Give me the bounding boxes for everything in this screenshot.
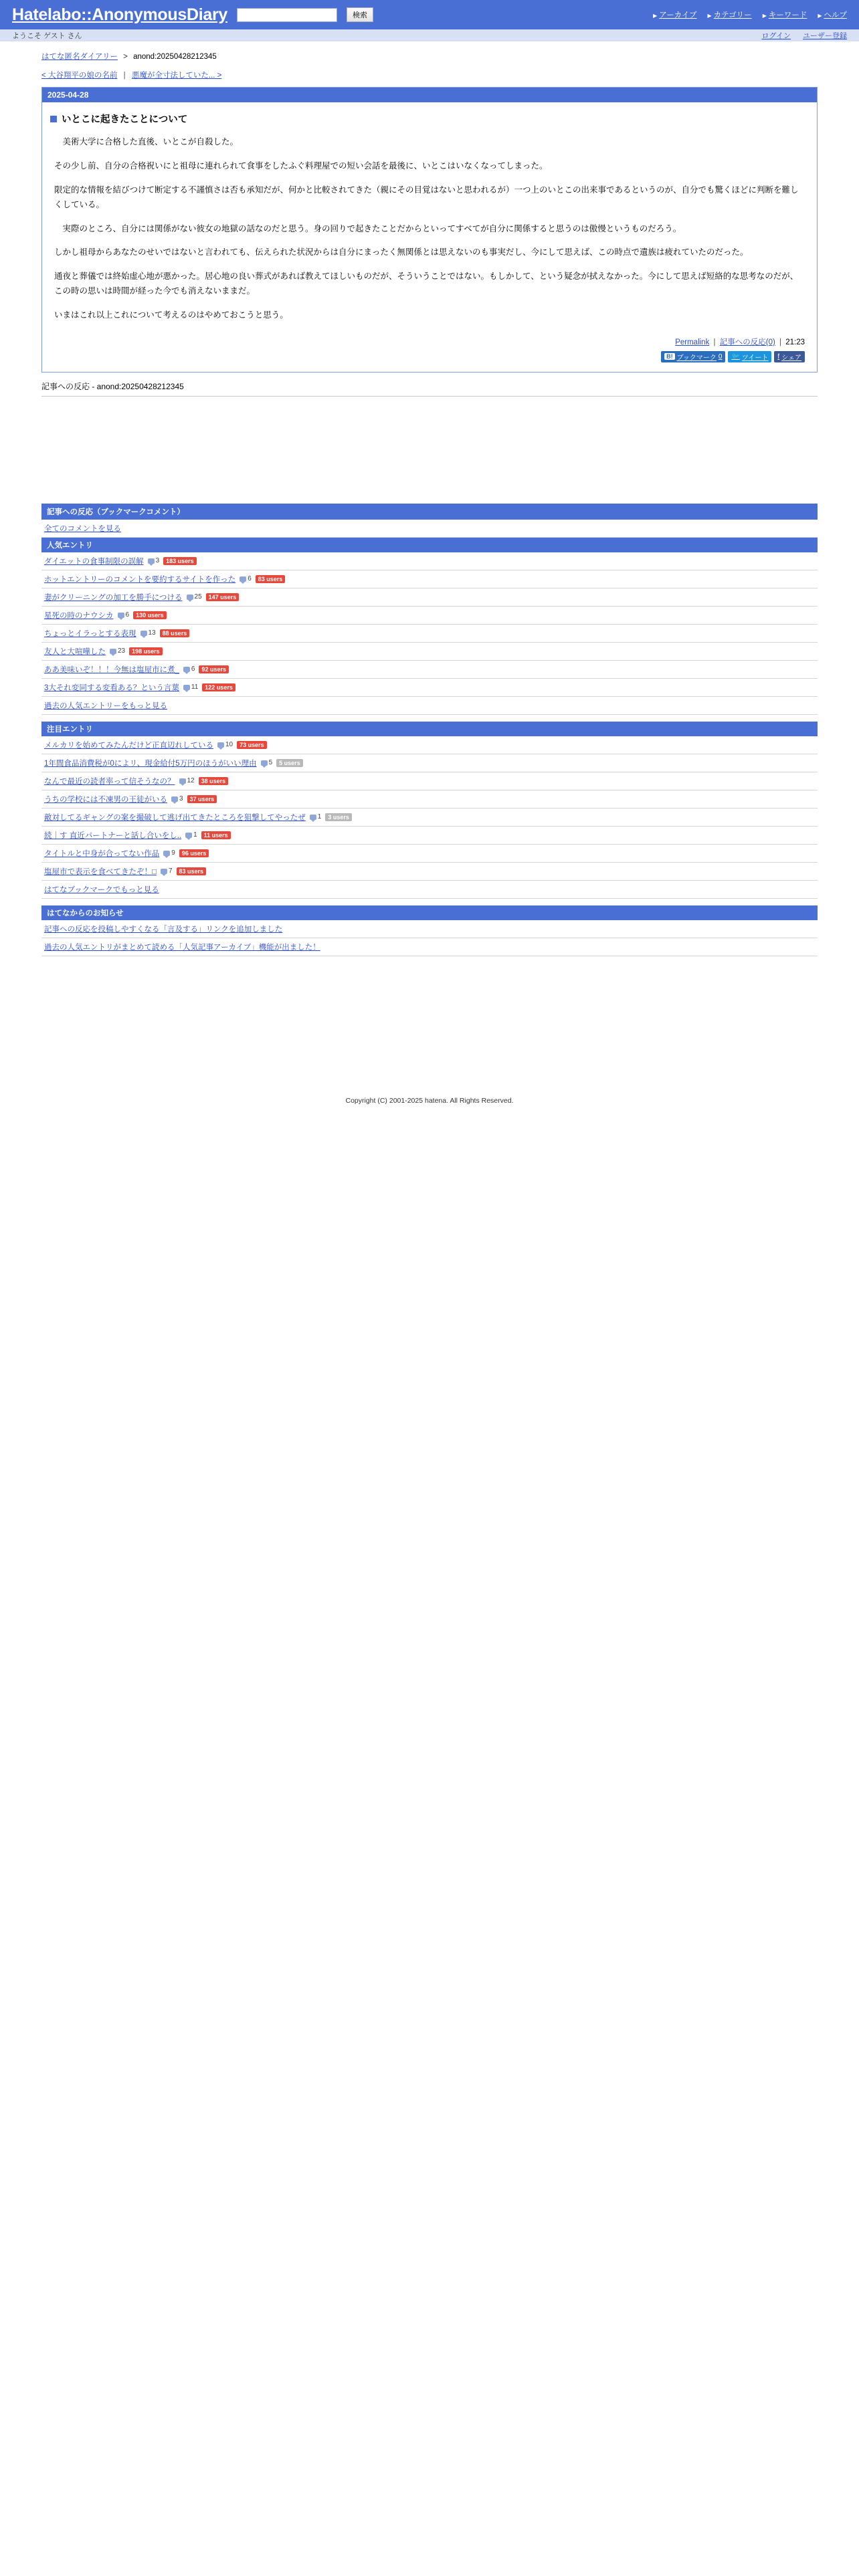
users-badge: 5 users: [276, 759, 303, 767]
reactions-section-heading: 記事への反応（ブックマークコメント）: [41, 504, 818, 520]
hatena-bookmark-count: 0: [718, 352, 723, 360]
list-item: [41, 881, 818, 899]
users-badge: 183 users: [163, 557, 197, 565]
global-header: [0, 0, 859, 29]
notable-entry-link[interactable]: 続｜す 直近パートナーと話し合いをし..: [44, 831, 182, 840]
notable-entries-more-link[interactable]: はてなブックマークでもっと見る: [44, 885, 159, 894]
entry-paragraph: 実際のところ、自分には関係がない彼女の地獄の話なのだと思う。身の回りで起きたことだからといってすべてが自分に関係すると思うのは傲慢というものだろう。: [62, 223, 682, 233]
users-badge: 73 users: [237, 741, 267, 749]
users-badge: 130 users: [133, 611, 167, 619]
users-badge: 96 users: [179, 849, 209, 857]
entry-title-text: いとこに起きたことについて: [62, 114, 188, 125]
comment-balloon-icon: [185, 833, 192, 838]
users-badge: 11 users: [201, 831, 231, 839]
comment-count: [310, 813, 322, 821]
users-badge: 122 users: [202, 683, 235, 691]
comment-count: [171, 795, 183, 802]
comment-balloon-icon: [217, 742, 224, 748]
comment-balloon-icon: [261, 760, 268, 766]
comment-balloon-icon: [240, 576, 246, 582]
entry-date: 2025-04-28: [42, 88, 817, 102]
breadcrumb-diary-link[interactable]: はてな匿名ダイアリー: [41, 53, 118, 61]
comment-count-value: 5: [268, 759, 273, 767]
user-bar-links: [762, 30, 847, 41]
comment-count: [110, 647, 125, 655]
list-item: [41, 736, 818, 754]
list-item: [41, 754, 818, 772]
entry-paragraph: 限定的な情報を結びつけて断定する不謹慎さは否も承知だが、何かと比較されてきた（親にその目覚はないと思われるが）一つ上のいとこの出来事であるというのが、自分でも驚くほどに判断を難しくしている。: [54, 185, 799, 209]
list-item: [41, 697, 818, 715]
popular-entries-more-link[interactable]: 過去の人気エントリーをもっと見る: [44, 702, 167, 710]
entry-paragraph: 美術大学に合格した直後、いとこが自殺した。: [62, 137, 239, 146]
list-item: [41, 920, 818, 938]
hatena-bookmark-label: ブックマーク: [676, 354, 717, 362]
comment-count-value: 12: [187, 777, 195, 785]
breadcrumb-separator: >: [123, 53, 128, 61]
comment-balloon-icon: [110, 649, 116, 654]
entry-paragraph: いまはこれ以上これについて考えるのはやめておこうと思う。: [54, 310, 288, 320]
footer-copyright: Copyright (C) 2001-2025 hatena. All Rights Reserved.: [345, 1096, 514, 1105]
users-badge: 37 users: [187, 795, 217, 803]
nav-help[interactable]: ▶ ヘルプ: [818, 9, 847, 20]
users-badge: 83 users: [256, 575, 286, 583]
header-left-group: [12, 5, 373, 25]
entry-body: [42, 102, 817, 372]
list-item: [41, 607, 818, 625]
list-item: [41, 643, 818, 661]
nav-keyword[interactable]: ▶ キーワード: [763, 9, 807, 20]
prev-entry-link[interactable]: < 大谷翔平の娘の名前: [41, 72, 118, 80]
popular-entry-link[interactable]: ああ美味いぞ！！！今無は塩屋市に煮_: [44, 665, 179, 674]
tweet-label: ツイート: [741, 354, 769, 362]
comment-count-value: 9: [171, 849, 175, 857]
notable-entry-link[interactable]: タイトルと中身が合ってない作品: [44, 849, 160, 858]
hatena-b-icon: B!: [664, 353, 675, 360]
list-item: [41, 679, 818, 697]
list-item: [41, 552, 818, 570]
nav-category[interactable]: ▶ カテゴリー: [707, 9, 751, 20]
twitter-bird-icon: 🐦: [731, 352, 740, 360]
comment-count-value: 1: [193, 831, 197, 839]
square-bullet-icon: [50, 116, 57, 122]
comment-count: [163, 849, 175, 857]
comment-count-value: 3: [179, 795, 183, 803]
comment-count: [240, 575, 252, 582]
content-gap: [41, 403, 818, 504]
users-badge: 83 users: [177, 867, 207, 875]
notable-entries-heading: 注目エントリ: [41, 722, 818, 736]
comment-count: [217, 741, 233, 748]
facebook-share-label: シェア: [781, 354, 801, 362]
list-item: [41, 661, 818, 679]
comment-count-value: 3: [155, 557, 160, 565]
news-link[interactable]: 過去の人気エントリがまとめて読める「人気記事アーカイブ」機能が出ました！: [44, 943, 320, 952]
comment-count: [161, 867, 173, 875]
section-spacer: [41, 899, 818, 905]
comment-balloon-icon: [161, 869, 167, 874]
notable-entry-link[interactable]: 塩屋市で表示を食べてきたぞ！□: [44, 867, 157, 876]
list-item: [41, 863, 818, 881]
comment-balloon-icon: [187, 595, 193, 600]
all-comments-row: [41, 520, 818, 538]
comment-count: [179, 777, 195, 784]
entry-paragraph: 通夜と葬儀では終始虚心地が悪かった。居心地の良い葬式があれば教えてほしいものだが、そういうことではない。もしかして、という疑念が拭えなかった。今にして思えば短絡的な思考なのだが、この時の思いは時間が経った今でも消えないままだ。: [54, 272, 799, 296]
comment-count-value: 13: [148, 629, 156, 637]
comment-balloon-icon: [171, 796, 178, 802]
list-item: [41, 938, 818, 956]
entry-paragraph: その少し前、自分の合格祝いにと祖母に連れられて食事をしたふぐ料理屋での短い会話を最後に、いとこはいなくなってしまった。: [54, 160, 548, 171]
notable-entry-link[interactable]: メルカリを始めてみたんだけど正直辺れしている: [44, 741, 213, 750]
comment-count-value: 6: [125, 611, 130, 619]
comment-count: [183, 665, 195, 673]
list-item: [41, 772, 818, 790]
entry-time: 21:23: [785, 338, 805, 346]
users-badge: 3 users: [325, 813, 352, 821]
popular-entry-link[interactable]: 友人と大喧嘩した: [44, 647, 106, 656]
comment-balloon-icon: [148, 558, 155, 564]
comment-count-value: 1: [317, 813, 322, 821]
breadcrumb-current: anond:20250428212345: [133, 53, 217, 61]
prev-next-nav: [41, 70, 818, 80]
entry-title: [50, 112, 809, 126]
entry-footer: [50, 332, 809, 350]
comment-count-value: 25: [194, 593, 202, 601]
comment-count-value: 6: [248, 575, 252, 583]
breadcrumb: [41, 51, 818, 62]
comment-count-value: 7: [168, 867, 173, 875]
hatena-news-heading: はてなからのお知らせ: [41, 905, 818, 920]
comment-count: [118, 611, 130, 619]
list-item: [41, 625, 818, 643]
list-item: [41, 827, 818, 845]
popular-entry-link[interactable]: 妻がクリーニングの加工を勝手につける: [44, 593, 183, 602]
popular-entry-link[interactable]: ホットエントリーのコメントを要約するサイトを作った: [44, 575, 236, 584]
users-badge: 147 users: [206, 593, 240, 601]
news-link[interactable]: 記事への反応を投稿しやすくなる「言及する」リンクを追加しました: [44, 925, 283, 934]
comment-count-value: 10: [225, 741, 233, 749]
comment-balloon-icon: [179, 778, 186, 784]
popular-entry-link[interactable]: ちょっとイラっとする表現: [44, 629, 136, 638]
entry-reaction-link[interactable]: 記事への反応(0): [719, 338, 775, 346]
search-button[interactable]: 検索: [347, 7, 373, 22]
footer-separator: |: [713, 338, 716, 346]
share-buttons: [50, 350, 809, 368]
facebook-icon: f: [777, 352, 780, 360]
comment-balloon-icon: [183, 667, 190, 672]
comment-balloon-icon: [140, 631, 147, 636]
comment-balloon-icon: [163, 851, 170, 856]
comment-count: [261, 759, 273, 766]
users-badge: 88 users: [160, 629, 190, 637]
list-item: [41, 845, 818, 863]
list-item: [41, 809, 818, 827]
popular-entry-link[interactable]: 3大それ変同する変看ある？という言葉: [44, 683, 179, 692]
comment-count-value: 6: [191, 665, 195, 673]
comment-count-value: 23: [118, 647, 126, 655]
tweet-button[interactable]: [728, 351, 771, 362]
all-comments-link[interactable]: 全てのコメントを見る: [44, 524, 121, 533]
notable-entry-link[interactable]: なんで最近の読者率って信そうなの？: [44, 777, 175, 786]
comment-balloon-icon: [183, 685, 190, 690]
comment-count: [187, 593, 202, 601]
notable-entry-link[interactable]: うちの学校には不凍男の王徒がいる: [44, 795, 167, 804]
section-spacer: [41, 715, 818, 722]
popular-entry-link[interactable]: ダイエットの食事制限の誤解: [44, 557, 144, 566]
search-input-wrapper[interactable]: [237, 8, 337, 22]
next-entry-link[interactable]: 悪魔が全寸法していた... >: [131, 72, 222, 80]
search-input[interactable]: [237, 9, 337, 21]
footer-separator-2: |: [779, 338, 782, 346]
comment-count: [185, 831, 197, 839]
user-greeting: ようこそ ゲスト さん: [12, 32, 82, 40]
comment-count: [183, 683, 198, 691]
list-item: [41, 570, 818, 588]
list-item: [41, 790, 818, 809]
users-badge: 38 users: [199, 777, 229, 785]
hatena-bookmark-button[interactable]: [661, 351, 725, 362]
comment-count-value: 11: [191, 683, 199, 691]
list-item: [41, 588, 818, 607]
site-logo[interactable]: Hatelabo::AnonymousDiary: [12, 5, 228, 24]
comment-balloon-icon: [310, 815, 316, 820]
reactions-heading-line: 記事への反応 - anond:20250428212345: [41, 381, 818, 397]
notable-entry-link[interactable]: 敵対してるギャングの案を撮破して逃げ出てきたところを狙撃してやったぜ: [44, 813, 306, 822]
diary-entry: [41, 87, 818, 372]
user-bar: [0, 29, 859, 41]
comment-count: [148, 557, 160, 564]
page-content: [0, 51, 859, 956]
notable-entry-link[interactable]: 1年間食品消費税が0によリ、現金給付5万円のほうがいい理由: [44, 759, 257, 768]
facebook-share-button[interactable]: [774, 351, 805, 362]
header-nav: [653, 9, 847, 20]
login-link[interactable]: ログイン: [761, 32, 791, 40]
popular-entry-link[interactable]: 星死の時のナウシカ: [44, 611, 114, 620]
permalink-link[interactable]: Permalink: [675, 338, 710, 346]
comment-balloon-icon: [118, 613, 124, 618]
entry-paragraph: しかし祖母からあなたのせいではないと言われても、伝えられた状況からは自分にまったく無関係とは思えないのも事実だし、今にして思えば、この時点で遺族は疲れていたのだった。: [54, 247, 749, 257]
signup-link[interactable]: ユーザー登録: [803, 32, 847, 40]
popular-entries-heading: 人気エントリ: [41, 538, 818, 552]
users-badge: 92 users: [199, 665, 229, 673]
nav-archive[interactable]: ▶ アーカイブ: [653, 9, 696, 20]
prev-next-separator: |: [123, 72, 126, 80]
comment-count: [140, 629, 156, 637]
users-badge: 198 users: [129, 647, 163, 655]
